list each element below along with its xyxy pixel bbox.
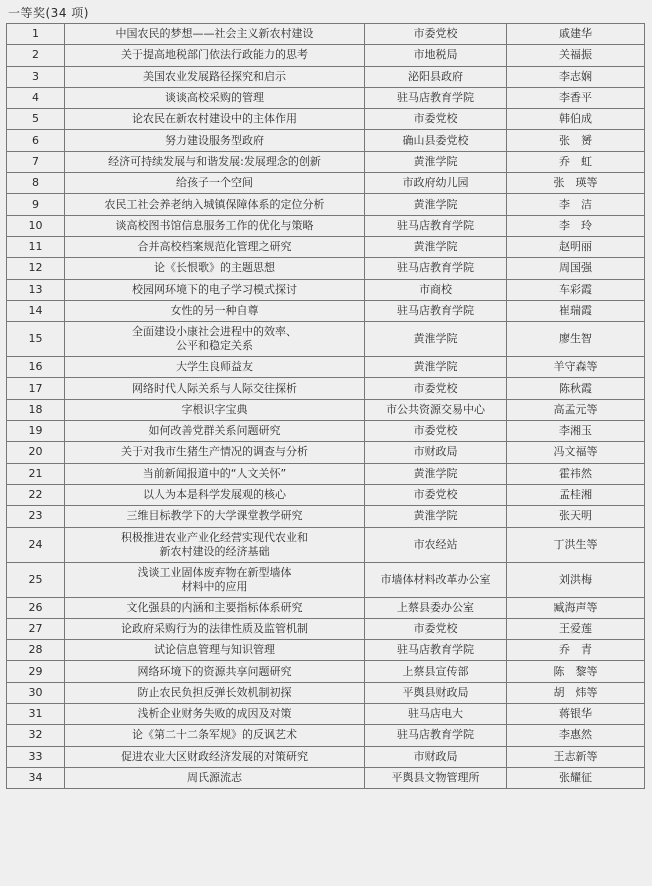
organization: 市委党校 — [365, 24, 507, 45]
paper-title — [65, 682, 365, 703]
paper-title — [65, 399, 365, 420]
paper-title-text: 谈谈高校采购的管理 — [165, 91, 264, 105]
author-name: 李湘玉 — [507, 421, 645, 442]
organization: 黄淮学院 — [365, 463, 507, 484]
row-number: 31 — [7, 704, 65, 725]
paper-title — [65, 215, 365, 236]
author-name: 戚建华 — [507, 24, 645, 45]
paper-title — [65, 562, 365, 597]
row-number: 6 — [7, 130, 65, 151]
organization: 市委党校 — [365, 378, 507, 399]
table-row — [7, 562, 645, 597]
author-name: 刘洪梅 — [507, 562, 645, 597]
paper-title-text: 校园网环境下的电子学习模式探讨 — [132, 282, 297, 296]
row-number: 1 — [7, 24, 65, 45]
organization: 驻马店教育学院 — [365, 300, 507, 321]
author-name: 王志新等 — [507, 746, 645, 767]
table-row — [7, 109, 645, 130]
organization: 驻马店电大 — [365, 704, 507, 725]
table-row — [7, 357, 645, 378]
paper-title-text: 文化强县的内涵和主要指标体系研究 — [126, 600, 303, 614]
organization: 市财政局 — [365, 442, 507, 463]
organization: 黄淮学院 — [365, 506, 507, 527]
organization: 市商校 — [365, 279, 507, 300]
author-name: 王爱莲 — [507, 618, 645, 639]
table-row — [7, 618, 645, 639]
author-name: 高孟元等 — [507, 399, 645, 420]
row-number: 4 — [7, 87, 65, 108]
paper-title-text: 浅析企业财务失败的成因及对策 — [137, 707, 292, 721]
paper-title — [65, 357, 365, 378]
organization: 黄淮学院 — [365, 357, 507, 378]
paper-title — [65, 322, 365, 357]
table-row — [7, 682, 645, 703]
organization: 驻马店教育学院 — [365, 640, 507, 661]
paper-title-text: 全面建设小康社会进程中的效率、 公平和稳定关系 — [132, 325, 297, 353]
table-row — [7, 506, 645, 527]
table-row — [7, 215, 645, 236]
table-row — [7, 322, 645, 357]
author-name: 张 瑛等 — [507, 173, 645, 194]
author-name: 陈 黎等 — [507, 661, 645, 682]
table-row — [7, 661, 645, 682]
organization: 平舆县财政局 — [365, 682, 507, 703]
author-name: 崔瑞霞 — [507, 300, 645, 321]
author-name: 乔 青 — [507, 640, 645, 661]
author-name: 周国强 — [507, 258, 645, 279]
table-row — [7, 378, 645, 399]
paper-title-text: 试论信息管理与知识管理 — [154, 643, 275, 657]
row-number: 8 — [7, 173, 65, 194]
table-row — [7, 279, 645, 300]
table-row — [7, 421, 645, 442]
organization: 市委党校 — [365, 109, 507, 130]
paper-title-text: 当前新闻报道中的“人文关怀” — [142, 466, 287, 480]
paper-title — [65, 746, 365, 767]
organization: 驻马店教育学院 — [365, 258, 507, 279]
paper-title-text: 谈高校图书馆信息服务工作的优化与策略 — [115, 218, 314, 232]
table-row — [7, 399, 645, 420]
table-row — [7, 484, 645, 505]
row-number: 17 — [7, 378, 65, 399]
author-name: 关福振 — [507, 45, 645, 66]
author-name: 张耀征 — [507, 767, 645, 788]
table-row — [7, 66, 645, 87]
award-heading: 一等奖(34 项) — [8, 6, 89, 20]
paper-title — [65, 484, 365, 505]
row-number: 27 — [7, 618, 65, 639]
row-number: 7 — [7, 151, 65, 172]
paper-title — [65, 173, 365, 194]
paper-title-text: 农民工社会养老纳入城镇保障体系的定位分析 — [104, 197, 325, 211]
paper-title-text: 美国农业发展路径探究和启示 — [143, 69, 286, 83]
paper-title-text: 积极推进农业产业化经营实现代农业和 新农村建设的经济基础 — [121, 530, 308, 558]
author-name: 霍祎然 — [507, 463, 645, 484]
paper-title — [65, 258, 365, 279]
paper-title — [65, 87, 365, 108]
row-number: 29 — [7, 661, 65, 682]
organization: 驻马店教育学院 — [365, 215, 507, 236]
row-number: 19 — [7, 421, 65, 442]
organization: 上蔡县委办公室 — [365, 597, 507, 618]
paper-title-text: 论农民在新农村建设中的主体作用 — [132, 112, 297, 126]
paper-title-text: 论《长恨歌》的主题思想 — [154, 261, 275, 275]
organization: 市财政局 — [365, 746, 507, 767]
author-name: 丁洪生等 — [507, 527, 645, 562]
organization: 市农经站 — [365, 527, 507, 562]
paper-title-text: 如何改善党群关系问题研究 — [148, 424, 281, 438]
table-row — [7, 258, 645, 279]
row-number: 23 — [7, 506, 65, 527]
paper-title-text: 防止农民负担反弹长效机制初探 — [137, 685, 292, 699]
author-name: 乔 虹 — [507, 151, 645, 172]
author-name: 李惠然 — [507, 725, 645, 746]
author-name: 蒋银华 — [507, 704, 645, 725]
row-number: 11 — [7, 236, 65, 257]
paper-title-text: 网络时代人际关系与人际交往探析 — [132, 381, 297, 395]
author-name: 胡 炜等 — [507, 682, 645, 703]
paper-title — [65, 151, 365, 172]
organization: 驻马店教育学院 — [365, 87, 507, 108]
paper-title-text: 女性的另一种自尊 — [170, 304, 259, 317]
organization: 驻马店教育学院 — [365, 725, 507, 746]
paper-title-text: 关于提高地税部门依法行政能力的思考 — [121, 48, 308, 62]
paper-title — [65, 279, 365, 300]
table-row — [7, 640, 645, 661]
award-table — [6, 23, 645, 789]
organization: 黄淮学院 — [365, 236, 507, 257]
paper-title — [65, 725, 365, 746]
table-row — [7, 746, 645, 767]
paper-title — [65, 66, 365, 87]
author-name: 孟桂湘 — [507, 484, 645, 505]
row-number: 14 — [7, 300, 65, 321]
row-number: 2 — [7, 45, 65, 66]
paper-title — [65, 527, 365, 562]
paper-title-text: 合并高校档案规范化管理之研究 — [137, 240, 292, 254]
row-number: 28 — [7, 640, 65, 661]
row-number: 15 — [7, 322, 65, 357]
paper-title — [65, 378, 365, 399]
row-number: 9 — [7, 194, 65, 215]
author-name: 韩伯成 — [507, 109, 645, 130]
organization: 市委党校 — [365, 484, 507, 505]
paper-title-text: 周氏源流志 — [187, 771, 242, 785]
paper-title — [65, 767, 365, 788]
author-name: 廖生智 — [507, 322, 645, 357]
organization: 黄淮学院 — [365, 151, 507, 172]
author-name: 赵明丽 — [507, 236, 645, 257]
row-number: 12 — [7, 258, 65, 279]
author-name: 李志娴 — [507, 66, 645, 87]
row-number: 30 — [7, 682, 65, 703]
table-row — [7, 130, 645, 151]
paper-title — [65, 463, 365, 484]
paper-title-text: 论《第二十二条军规》的反讽艺术 — [132, 728, 297, 742]
paper-title — [65, 194, 365, 215]
table-row — [7, 767, 645, 788]
table-row — [7, 236, 645, 257]
table-row — [7, 194, 645, 215]
table-row — [7, 725, 645, 746]
row-number: 13 — [7, 279, 65, 300]
paper-title-text: 大学生良师益友 — [176, 360, 253, 374]
organization: 市墙体材料改革办公室 — [365, 562, 507, 597]
row-number: 21 — [7, 463, 65, 484]
paper-title — [65, 704, 365, 725]
table-row — [7, 173, 645, 194]
paper-title — [65, 640, 365, 661]
paper-title-text: 经济可持续发展与和谐发展:发展理念的创新 — [108, 154, 321, 168]
row-number: 3 — [7, 66, 65, 87]
table-row — [7, 527, 645, 562]
paper-title-text: 网络环境下的资源共享问题研究 — [137, 664, 292, 678]
paper-title-text: 中国农民的梦想——社会主义新农村建设 — [115, 27, 314, 41]
organization: 上蔡县宣传部 — [365, 661, 507, 682]
paper-title — [65, 597, 365, 618]
paper-title — [65, 109, 365, 130]
row-number: 34 — [7, 767, 65, 788]
author-name: 李香平 — [507, 87, 645, 108]
organization: 平舆县文物管理所 — [365, 767, 507, 788]
organization: 市地税局 — [365, 45, 507, 66]
organization: 市政府幼儿园 — [365, 173, 507, 194]
row-number: 10 — [7, 215, 65, 236]
award-table-body — [7, 24, 645, 789]
row-number: 26 — [7, 597, 65, 618]
row-number: 33 — [7, 746, 65, 767]
paper-title — [65, 442, 365, 463]
row-number: 18 — [7, 399, 65, 420]
table-row — [7, 45, 645, 66]
organization: 市委党校 — [365, 421, 507, 442]
table-row — [7, 87, 645, 108]
author-name: 羊守森等 — [507, 357, 645, 378]
paper-title-text: 三维目标教学下的大学课堂教学研究 — [126, 509, 303, 523]
table-row — [7, 300, 645, 321]
author-name: 臧海声等 — [507, 597, 645, 618]
paper-title-text: 给孩子一个空间 — [176, 176, 253, 190]
organization: 市公共资源交易中心 — [365, 399, 507, 420]
author-name: 冯文福等 — [507, 442, 645, 463]
paper-title-text: 论政府采购行为的法律性质及监管机制 — [121, 621, 308, 635]
paper-title — [65, 618, 365, 639]
paper-title — [65, 506, 365, 527]
paper-title — [65, 236, 365, 257]
table-row — [7, 24, 645, 45]
row-number: 20 — [7, 442, 65, 463]
paper-title-text: 努力建设服务型政府 — [165, 133, 264, 147]
organization: 黄淮学院 — [365, 194, 507, 215]
paper-title-text: 促进农业大区财政经济发展的对策研究 — [121, 749, 308, 763]
organization: 确山县委党校 — [365, 130, 507, 151]
author-name: 陈秋霞 — [507, 378, 645, 399]
row-number: 5 — [7, 109, 65, 130]
row-number: 24 — [7, 527, 65, 562]
paper-title — [65, 130, 365, 151]
paper-title — [65, 24, 365, 45]
row-number: 25 — [7, 562, 65, 597]
paper-title-text: 字根识字宝典 — [181, 402, 248, 416]
author-name: 张天明 — [507, 506, 645, 527]
table-row — [7, 597, 645, 618]
paper-title — [65, 421, 365, 442]
paper-title — [65, 300, 365, 321]
organization: 泌阳县政府 — [365, 66, 507, 87]
table-row — [7, 463, 645, 484]
paper-title — [65, 45, 365, 66]
organization: 黄淮学院 — [365, 322, 507, 357]
table-row — [7, 704, 645, 725]
paper-title — [65, 661, 365, 682]
author-name: 车彩霞 — [507, 279, 645, 300]
author-name: 李 玲 — [507, 215, 645, 236]
author-name: 李 洁 — [507, 194, 645, 215]
paper-title-text: 关于对我市生猪生产情况的调查与分析 — [121, 445, 308, 459]
row-number: 16 — [7, 357, 65, 378]
paper-title-text: 浅谈工业固体废弃物在新型墙体 材料中的应用 — [137, 565, 292, 593]
table-row — [7, 442, 645, 463]
row-number: 22 — [7, 484, 65, 505]
table-row — [7, 151, 645, 172]
organization: 市委党校 — [365, 618, 507, 639]
paper-title-text: 以人为本是科学发展观的核心 — [143, 488, 286, 502]
row-number: 32 — [7, 725, 65, 746]
author-name: 张 赟 — [507, 130, 645, 151]
